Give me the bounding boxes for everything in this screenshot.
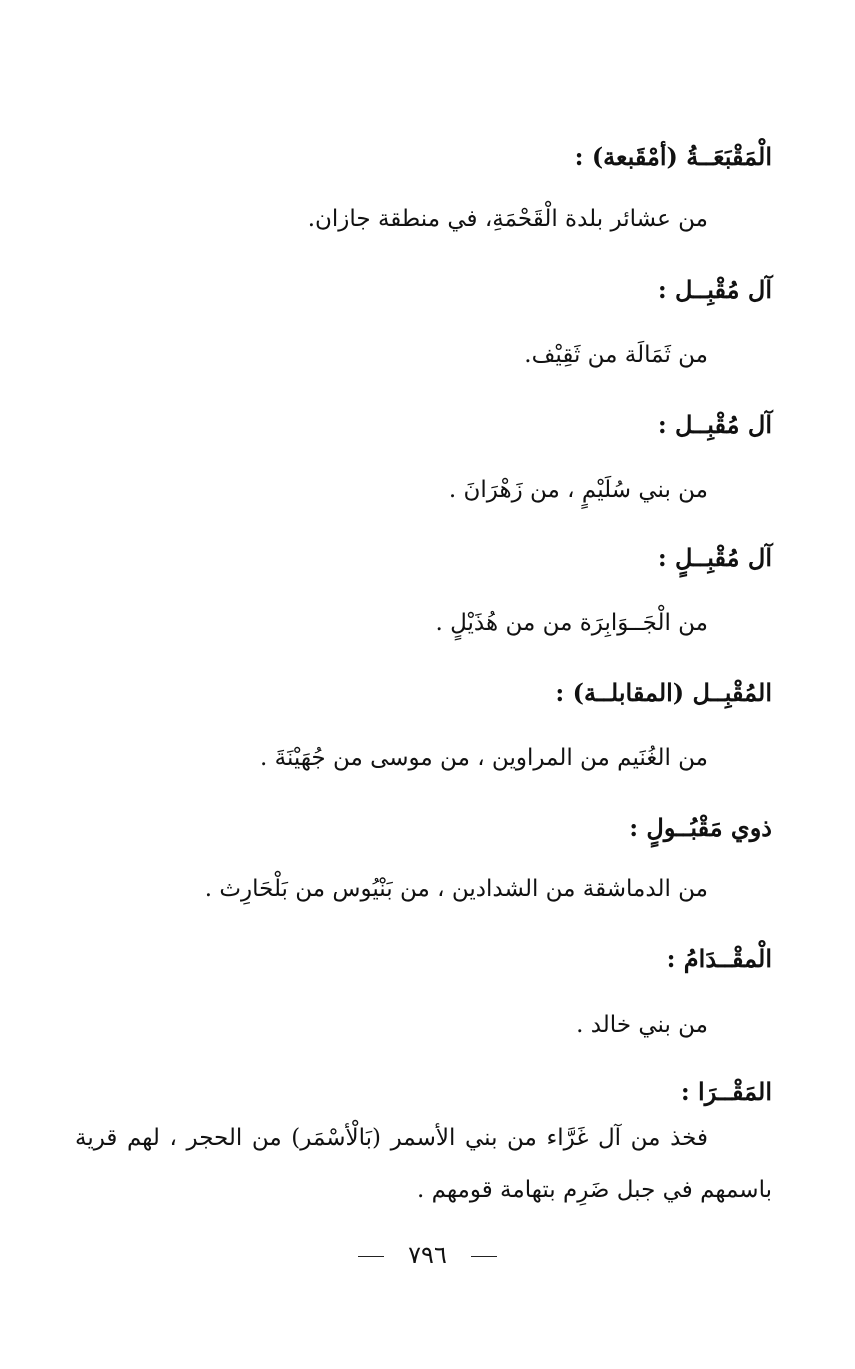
page-number-value: ٧٩٦ bbox=[408, 1241, 447, 1269]
entry-description: من بني سُلَيْمٍ ، من زَهْرَانَ . bbox=[448, 477, 708, 503]
page-number-dash bbox=[358, 1256, 384, 1257]
entry-description: من عشائر بلدة الْقَحْمَةِ، في منطقة جازان. bbox=[307, 206, 708, 232]
page-number bbox=[0, 1238, 855, 1272]
entry-heading: الْمَقْبَعَــةُ (أمْقَبعة) : bbox=[574, 142, 772, 171]
entry-paragraph: فخذ من آل غَرَّاء من بني الأسمر (بَالْأسْمَر) من الحجر ، لهم قرية باسمهم في جبل ضَرِم بتهامة قومهم . bbox=[75, 1125, 772, 1203]
page-number-dash bbox=[471, 1256, 497, 1257]
entry-description: من الْجَــوَابِرَة من من هُذَيْلٍ . bbox=[435, 610, 708, 636]
entry-heading: المَقْــرَا : bbox=[680, 1077, 772, 1106]
entry-heading: الْمقْــدَامُ : bbox=[666, 944, 772, 973]
entry-heading: المُقْبِــل (المقابلــة) : bbox=[555, 678, 772, 707]
entry-heading: آل مُقْبِــلٍ : bbox=[657, 543, 772, 572]
entry-description: من الغُنَيم من المراوين ، من موسى من جُهَيْنَةَ . bbox=[260, 745, 708, 771]
entry-heading: آل مُقْبِــل : bbox=[657, 275, 772, 304]
entry-heading: ذوي مَقْبُــولٍ : bbox=[629, 813, 772, 842]
entry-description: من بني خالد . bbox=[576, 1012, 708, 1038]
entry-description: من ثَمَالَة من ثَقِيْف. bbox=[524, 342, 708, 368]
entry-heading: آل مُقْبِــل : bbox=[657, 410, 772, 439]
entry-description: من الدماشقة من الشدادين ، من بَنْيُوس من بَلْحَارِث . bbox=[204, 876, 708, 902]
